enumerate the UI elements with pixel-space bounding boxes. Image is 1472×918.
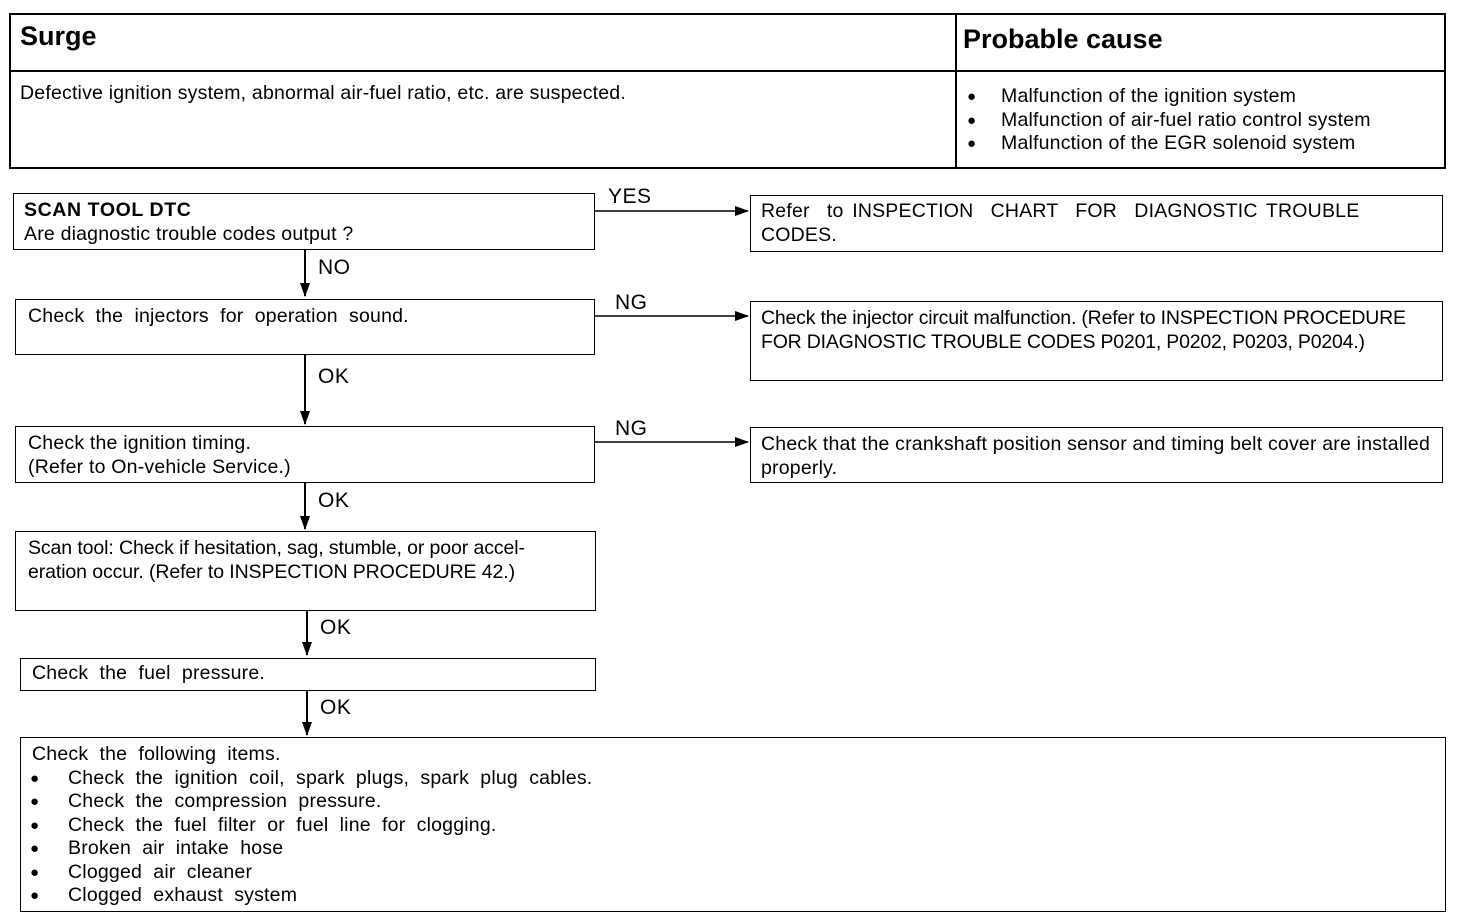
label-ok-injectors: OK xyxy=(318,365,350,388)
final-item: ● Check the compression pressure. xyxy=(20,790,1434,814)
label-ok-fuel: OK xyxy=(320,696,352,719)
action-crankshaft-sensor-text: Check that the crankshaft position sensor and timing belt cover are installed properly. xyxy=(761,433,1431,479)
cause-item: ● Malfunction of the EGR solenoid system xyxy=(965,132,1445,156)
label-ng-timing: NG xyxy=(615,417,648,440)
step-hesitation-text: Scan tool: Check if hesitation, sag, stumble, or poor accel-eration occur. (Refer to INSPECTION PROCEDURE 42.) xyxy=(28,537,525,583)
step-ignition-timing-line2: (Refer to On-vehicle Service.) xyxy=(28,455,291,478)
label-ok-timing: OK xyxy=(318,489,350,512)
action-refer-dtc-chart-text: Refer to INSPECTION CHART FOR DIAGNOSTIC TROUBLE CODES. xyxy=(761,200,1369,246)
step-scan-tool-dtc xyxy=(13,193,595,250)
final-item: ● Clogged air cleaner xyxy=(20,861,1434,885)
step-scan-tool-hesitation xyxy=(15,531,596,611)
step-check-following-items xyxy=(20,737,1446,912)
action-injector-circuit-text: Check the injector circuit malfunction. (Refer to INSPECTION PROCEDURE FOR DIAGNOSTIC TROUBLE CODES P0201, P0202, P0203, P0204.) xyxy=(761,307,1406,353)
action-injector-circuit xyxy=(750,301,1443,381)
label-ok-hesitation: OK xyxy=(320,616,352,639)
cause-item: ● Malfunction of the ignition system xyxy=(965,85,1445,109)
action-crankshaft-sensor xyxy=(750,427,1443,483)
step-fuel-pressure-text: Check the fuel pressure. xyxy=(32,662,266,684)
cause-item: ● Malfunction of air-fuel ratio control system xyxy=(965,109,1445,133)
step-scan-tool-title: SCAN TOOL DTC xyxy=(24,199,192,221)
final-item: ● Clogged exhaust system xyxy=(20,884,1434,908)
step-check-fuel-pressure xyxy=(20,658,596,691)
step-check-injectors-text: Check the injectors for operation sound. xyxy=(28,305,409,327)
symptom-description: Defective ignition system, abnormal air-fuel ratio, etc. are suspected. xyxy=(20,82,626,104)
step-check-injectors xyxy=(15,299,595,355)
final-items-list xyxy=(20,767,1434,908)
step-ignition-timing-line1: Check the ignition timing. xyxy=(28,432,252,454)
step-check-ignition-timing xyxy=(15,426,595,483)
action-refer-dtc-chart xyxy=(750,195,1443,252)
final-item: ● Check the ignition coil, spark plugs, spark plug cables. xyxy=(20,767,1434,791)
label-ng-injectors: NG xyxy=(615,291,648,314)
symptom-title: Surge xyxy=(20,21,97,51)
label-no: NO xyxy=(318,256,351,279)
label-yes: YES xyxy=(608,185,652,208)
final-items-title: Check the following items. xyxy=(32,743,281,765)
final-item: ● Check the fuel filter or fuel line for clogging. xyxy=(20,814,1434,838)
probable-cause-title: Probable cause xyxy=(963,24,1163,54)
final-item: ● Broken air intake hose xyxy=(20,837,1434,861)
step-scan-tool-question: Are diagnostic trouble codes output ? xyxy=(24,222,354,245)
